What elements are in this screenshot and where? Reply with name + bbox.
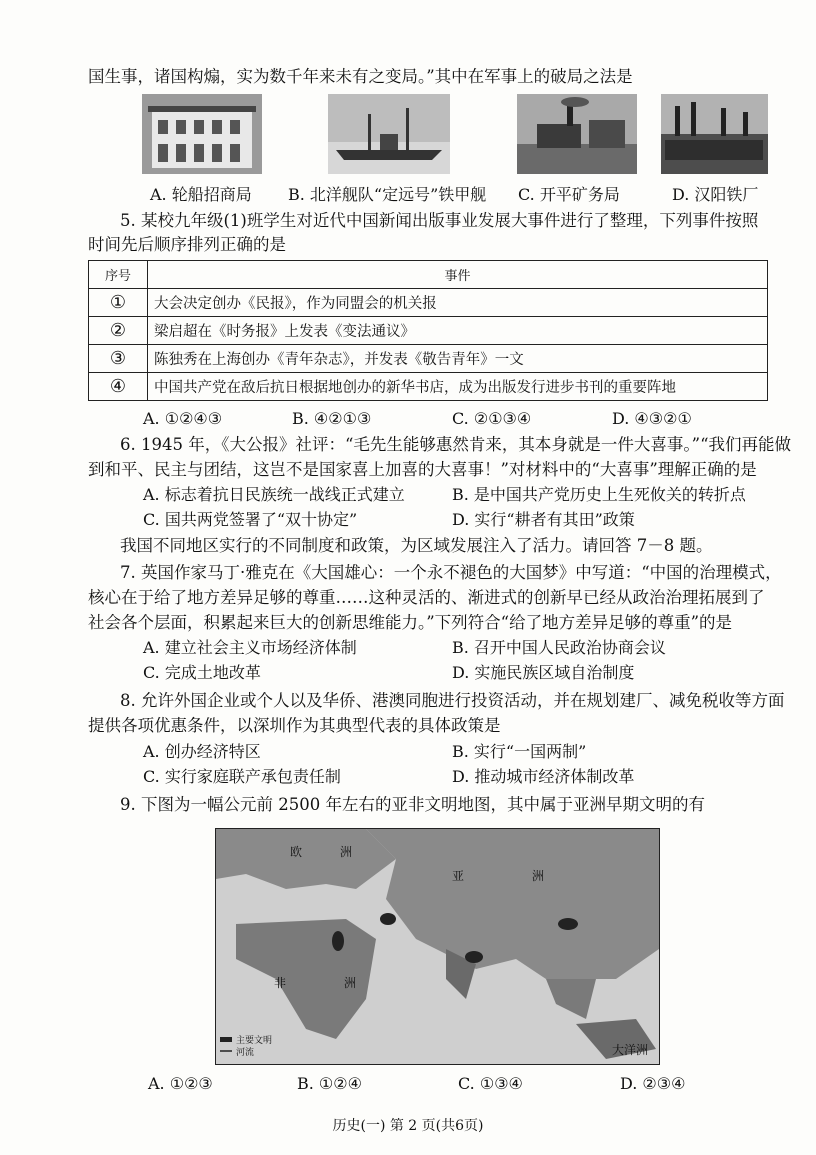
- label-oceania: 大洋洲: [612, 1043, 649, 1057]
- photo-dingyuan-ironclad: [328, 94, 450, 174]
- q7-stem-line3: 社会各个层面，积累起来巨大的创新思维能力。”下列符合“给了地方差异足够的尊重”的是: [88, 613, 733, 632]
- table-row: [89, 289, 768, 317]
- afro-asia-civilization-map: [215, 828, 660, 1065]
- q6-option-a[interactable]: A. 标志着抗日民族统一战线正式建立: [143, 485, 405, 504]
- label-africa-2: 洲: [344, 976, 357, 990]
- q4-option-c[interactable]: C. 开平矿务局: [518, 185, 620, 204]
- q5-stem-line2: 时间先后顺序排列正确的是: [88, 235, 286, 254]
- q7-option-a[interactable]: A. 建立社会主义市场经济体制: [143, 638, 357, 657]
- legend-river: 河流: [236, 1048, 255, 1058]
- table-header-event: 事件: [148, 261, 768, 289]
- row-number: ③: [89, 345, 148, 373]
- q5-option-c[interactable]: C. ②①③④: [452, 409, 532, 428]
- q6-stem-line1: 6. 1945 年，《大公报》社评：“毛先生能够惠然肯来，其本身就是一件大喜事。”“我们再能做: [120, 435, 792, 454]
- q6-option-c[interactable]: C. 国共两党签署了“双十协定”: [143, 510, 358, 529]
- label-asia: 亚: [452, 869, 465, 883]
- photo-hanyang-ironworks: [661, 94, 768, 174]
- q6-stem-line2: 到和平、民主与团结，这岂不是国家喜上加喜的大喜事！”对材料中的“大喜事”理解正确的是: [88, 460, 757, 479]
- q4-option-a[interactable]: A. 轮船招商局: [150, 185, 252, 204]
- label-africa: 非: [274, 976, 287, 990]
- row-number: ①: [89, 289, 148, 317]
- label-asia-2: 洲: [532, 869, 545, 883]
- row-event: 陈独秀在上海创办《青年杂志》，并发表《敬告青年》一文: [148, 345, 768, 373]
- q4-stem: 国生事，诸国构煽，实为数千年来未有之变局。”其中在军事上的破局之法是: [88, 67, 633, 86]
- row-event: 大会决定创办《民报》，作为同盟会的机关报: [148, 289, 768, 317]
- q9-option-b[interactable]: B. ①②④: [297, 1074, 362, 1093]
- table-row: [89, 373, 768, 401]
- q8-option-b[interactable]: B. 实行“一国两制”: [452, 742, 587, 761]
- row-number: ④: [89, 373, 148, 401]
- q4-option-b[interactable]: B. 北洋舰队“定远号”铁甲舰: [288, 185, 487, 204]
- q5-events-table: [88, 260, 768, 401]
- q8-option-c[interactable]: C. 实行家庭联产承包责任制: [143, 767, 341, 786]
- q5-stem-line1: 5. 某校九年级(1)班学生对近代中国新闻出版事业发展大事件进行了整理，下列事件按照: [120, 211, 759, 230]
- table-row: [89, 345, 768, 373]
- q8-option-d[interactable]: D. 推动城市经济体制改革: [452, 767, 635, 786]
- table-header-no: 序号: [89, 261, 148, 289]
- photo-kaiping-mine: [517, 94, 637, 174]
- q7-option-d[interactable]: D. 实施民族区域自治制度: [452, 663, 635, 682]
- page-footer: 历史(一) 第 2 页(共6页): [332, 1118, 484, 1134]
- map-graphic: [216, 829, 659, 1064]
- q5-option-a[interactable]: A. ①②④③: [143, 409, 223, 428]
- q8-option-a[interactable]: A. 创办经济特区: [143, 742, 261, 761]
- q7-stem-line1: 7. 英国作家马丁·雅克在《大国雄心：一个永不褪色的大国梦》中写道：“中国的治理模式，: [120, 563, 782, 582]
- q9-stem: 9. 下图为一幅公元前 2500 年左右的亚非文明地图，其中属于亚洲早期文明的有: [120, 795, 705, 814]
- q5-option-b[interactable]: B. ④②①③: [292, 409, 372, 428]
- q9-option-a[interactable]: A. ①②③: [148, 1074, 213, 1093]
- legend-civilization: 主要文明: [236, 1036, 273, 1046]
- row-event: 中国共产党在敌后抗日根据地创办的新华书店，成为出版发行进步书刊的重要阵地: [148, 373, 768, 401]
- q7-option-b[interactable]: B. 召开中国人民政治协商会议: [452, 638, 666, 657]
- q7-8-intro: 我国不同地区实行的不同制度和政策，为区域发展注入了活力。请回答 7－8 题。: [120, 536, 713, 555]
- q7-stem-line2: 核心在于给了地方差异足够的尊重……这种灵活的、渐进式的创新早已经从政治治理拓展到了: [88, 588, 765, 607]
- table-header-row: [89, 261, 768, 289]
- q9-option-c[interactable]: C. ①③④: [458, 1074, 523, 1093]
- q6-option-b[interactable]: B. 是中国共产党历史上生死攸关的转折点: [452, 485, 746, 504]
- label-europe-2: 洲: [340, 845, 353, 859]
- q9-option-d[interactable]: D. ②③④: [620, 1074, 686, 1093]
- q4-option-d[interactable]: D. 汉阳铁厂: [672, 185, 759, 204]
- q6-option-d[interactable]: D. 实行“耕者有其田”政策: [452, 510, 635, 529]
- q5-option-d[interactable]: D. ④③②①: [612, 409, 692, 428]
- label-europe: 欧: [290, 845, 303, 859]
- q8-stem-line2: 提供各项优惠条件，以深圳作为其典型代表的具体政策是: [88, 716, 501, 735]
- photo-steamship-bureau: [142, 94, 262, 174]
- table-row: [89, 317, 768, 345]
- row-number: ②: [89, 317, 148, 345]
- row-event: 梁启超在《时务报》上发表《变法通议》: [148, 317, 768, 345]
- q8-stem-line1: 8. 允许外国企业或个人以及华侨、港澳同胞进行投资活动，并在规划建厂、减免税收等方面: [120, 691, 785, 710]
- q7-option-c[interactable]: C. 完成土地改革: [143, 663, 261, 682]
